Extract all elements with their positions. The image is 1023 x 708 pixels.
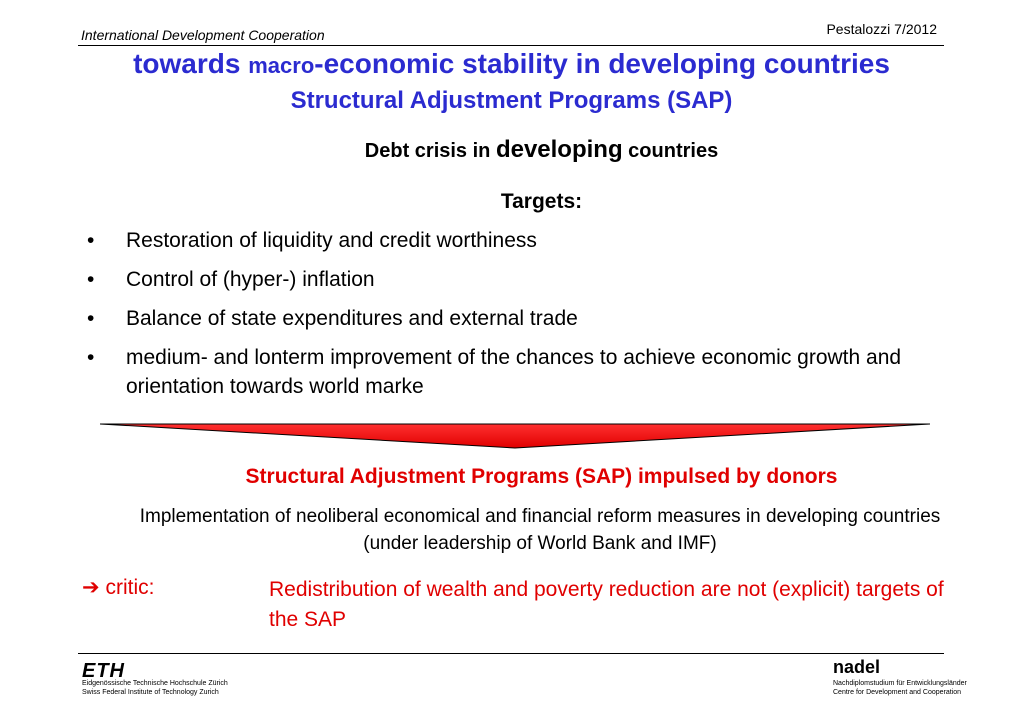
nadel-subtitle [833,679,967,697]
list-item-text: Control of (hyper-) inflation [126,268,375,291]
arrow-right-icon: ➔ [82,576,100,599]
nadel-subtitle-line2: Centre for Development and Cooperation [833,689,962,696]
list-item [83,304,973,333]
header-course-title: International Development Cooperation [81,27,325,43]
section-heading [30,136,1023,164]
slide-title [0,48,1023,80]
bullet-icon: • [87,229,95,252]
section-heading-part1: Debt crisis in [364,140,496,162]
section-heading-part3: countries [622,140,719,162]
slide-title-part1: towards [133,48,249,79]
down-arrow-icon [100,420,930,450]
eth-logo: ETH [82,660,125,682]
list-item [83,265,973,294]
nadel-logo: nadel [833,657,881,677]
header-divider [78,45,944,46]
sap-heading: Structural Adjustment Programs (SAP) impulsed by donors [245,465,838,488]
bullet-icon: • [87,268,95,291]
section-heading-part2: developing [495,136,623,163]
targets-heading: Targets: [500,190,583,213]
nadel-subtitle-line1: Nachdiplomstudium für Entwicklungsländer [833,680,967,687]
list-item-text: Balance of state expenditures and external trade [126,307,578,330]
bullet-icon: • [87,346,95,369]
slide-title-part2: macro [248,53,315,78]
critic-text: Redistribution of wealth and poverty reduction are not (explicit) targets of the SAP [269,578,944,631]
targets-list [83,226,973,411]
eth-subtitle [82,679,228,697]
list-item [83,343,973,401]
slide-title-part3: -economic stability in developing countries [314,48,890,79]
header-author-date: Pestalozzi 7/2012 [826,21,937,37]
critic-label-text: critic: [105,576,155,599]
eth-subtitle-line2: Swiss Federal Institute of Technology Zurich [82,689,219,696]
eth-subtitle-line1: Eidgenössische Technische Hochschule Zürich [82,680,228,687]
list-item [83,226,973,255]
bullet-icon: • [87,307,95,330]
sap-implementation-text: Implementation of neoliberal economical and financial reform measures in developing countries (under leadership of World Bank and IMF) [139,506,941,554]
critic-label [82,575,154,600]
slide-subtitle: Structural Adjustment Programs (SAP) [290,87,733,114]
footer-divider [78,653,944,654]
list-item-text: medium- and lonterm improvement of the chances to achieve economic growth and orientation towards world marke [126,346,902,398]
list-item-text: Restoration of liquidity and credit worthiness [126,229,537,252]
